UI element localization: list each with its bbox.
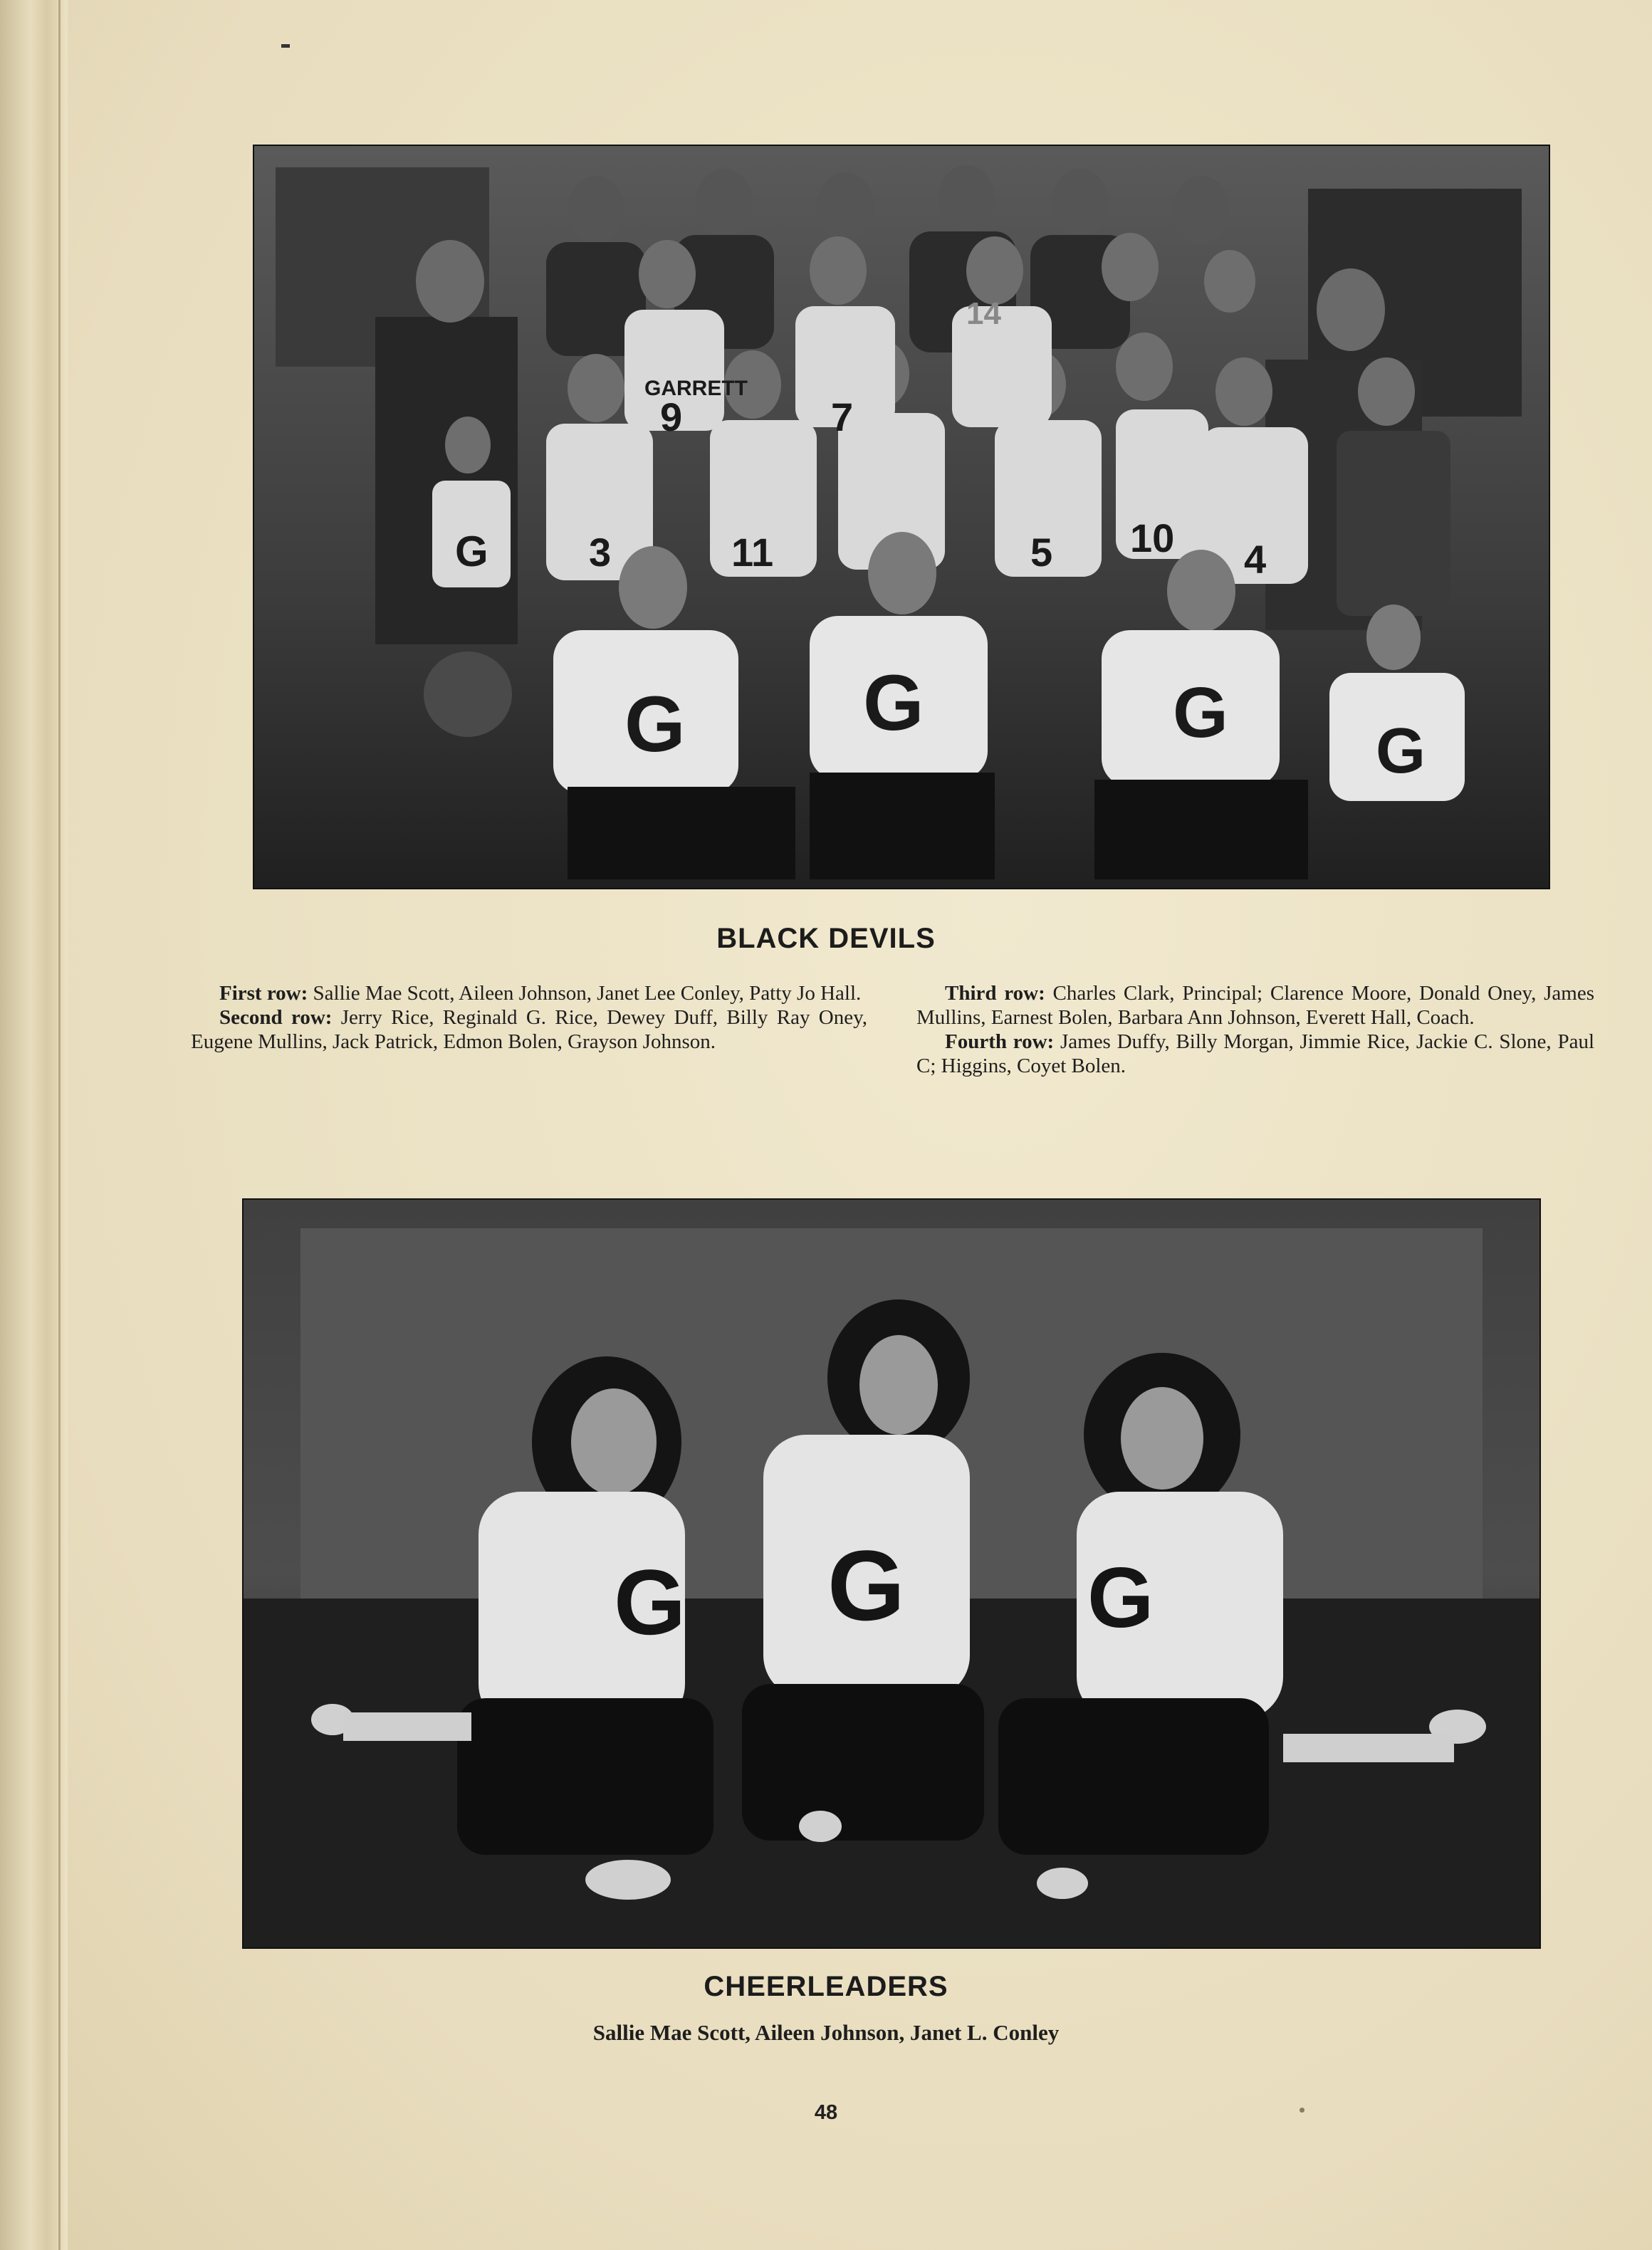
sweater-letter: G	[455, 528, 488, 575]
sweater-letter: G	[1376, 716, 1426, 787]
page-binding	[0, 0, 68, 2250]
caption-row	[916, 1030, 1594, 1078]
row-label: Fourth row:	[945, 1030, 1055, 1053]
jersey-number: 9	[660, 394, 683, 439]
caption-row	[191, 1005, 867, 1054]
row-label: Second row:	[219, 1006, 333, 1029]
sweater-letter: G	[827, 1529, 905, 1641]
team-title: BLACK DEVILS	[716, 923, 936, 954]
jersey-number: 7	[831, 394, 854, 439]
cheerleaders-names: Sallie Mae Scott, Aileen Johnson, Janet L. Conley	[592, 2020, 1060, 2045]
team-photo	[253, 145, 1550, 889]
cheerleaders-photo	[242, 1198, 1541, 1949]
sweater-letter: G	[624, 681, 686, 768]
jersey-number: 4	[1244, 537, 1267, 582]
jersey-text: GARRETT	[644, 377, 748, 400]
row-label: First row:	[219, 982, 308, 1005]
cheerleaders-title: CHEERLEADERS	[704, 1971, 948, 2002]
page-number: 48	[814, 2101, 838, 2124]
row-names: Charles Clark, Principal; Clarence Moore, Donald Oney, James Mullins, Earnest Bolen, Barbara Ann Johnson, Everett Hall, Coach.	[916, 982, 1594, 1029]
binding-edge	[58, 0, 61, 2250]
row-names: Sallie Mae Scott, Aileen Johnson, Janet Lee Conley, Patty Jo Hall.	[308, 982, 862, 1005]
jersey-number: 14	[966, 296, 1001, 331]
sweater-letter: G	[1087, 1550, 1154, 1645]
jersey-number: 10	[1130, 516, 1175, 560]
print-speck	[1300, 2108, 1305, 2113]
jersey-number: 3	[589, 530, 612, 575]
team-caption-right	[916, 981, 1594, 1078]
sweater-letter: G	[1173, 673, 1228, 753]
jersey-number: 11	[731, 530, 774, 575]
row-names: Jerry Rice, Reginald G. Rice, Dewey Duff, Billy Ray Oney, Eugene Mullins, Jack Patrick, Edmon Bolen, Grayson Johnson.	[191, 1006, 867, 1053]
sweater-letter: G	[614, 1550, 686, 1654]
caption-row	[191, 981, 867, 1005]
jersey-number: 5	[1030, 530, 1053, 575]
caption-row	[916, 981, 1594, 1030]
row-label: Third row:	[945, 982, 1045, 1005]
row-names: James Duffy, Billy Morgan, Jimmie Rice, Jackie C. Slone, Paul C; Higgins, Coyet Bolen.	[916, 1030, 1594, 1077]
print-speck	[281, 44, 290, 48]
sweater-letter: G	[863, 659, 924, 747]
team-caption-left	[191, 981, 867, 1054]
